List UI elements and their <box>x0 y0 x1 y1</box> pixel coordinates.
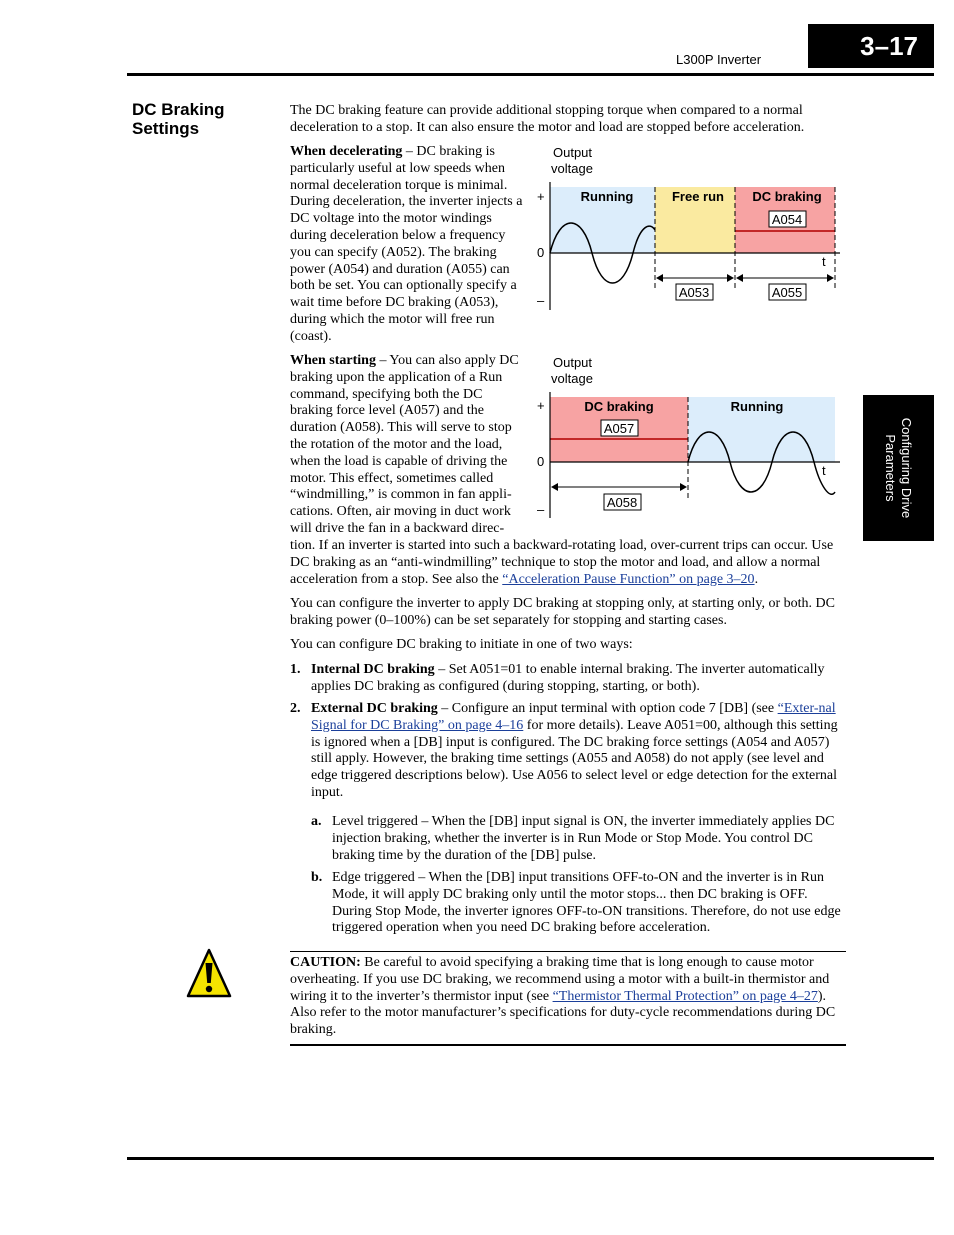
d2-label-running: Running <box>730 399 784 414</box>
d1-plus: + <box>537 189 545 204</box>
list-item-internal <box>290 662 846 696</box>
caution-lead: CAUTION: <box>290 955 361 970</box>
d1-ylabel-1: Output <box>553 145 593 160</box>
d2-param-duration: A058 <box>606 495 638 510</box>
section-heading-line-1: DC Braking <box>132 100 225 119</box>
d2-ylabel-2: voltage <box>551 371 593 386</box>
starting-text-top: – You can also apply DC braking upon the application of a Run command, specifying both the DC braking force level (A057) and the duration (A058). This will serve to stop the rotation of the motor and the load, when the load is capable of driving the motor. This effect, sometimes called “windmilling,” is common in fan appli-cations. Often, air moving in duct work will drive the fan in a backward direc- <box>290 353 519 536</box>
sublist-item-text: Edge triggered – When the [DB] input transitions OFF-to-ON and the inverter is in Run Mode, it will apply DC braking only until the motor stops... then DC braking is OFF. During Stop Mode, the inverter ignores OFF-to-ON transitions. Therefore, do not use edge triggered operation when you need DC braking before acceleration. <box>332 870 841 936</box>
starting-text-rest: tion. If an inverter is started into such a backward-rotating load, over-current trips can occur. Use DC braking as an “anti-windmilling” technique to stop the motor and load, and allow a normal acceleration from a stop. See also the <box>290 538 834 587</box>
caution-text-b: ). Also refer to the motor manufacturer’s specifications for duty-cycle recommendations during DC braking. <box>290 988 836 1038</box>
d2-param-level: A057 <box>603 421 635 436</box>
caution-top-rule <box>290 951 846 952</box>
d2-minus: – <box>537 502 545 517</box>
decelerating-paragraph <box>290 144 526 346</box>
d1-dc-level-band <box>735 231 835 253</box>
sublist-item-level <box>311 814 846 864</box>
side-tab-line-1: Configuring Drive <box>899 417 914 519</box>
thermistor-protection-link[interactable]: “Thermistor Thermal Protection” on page 4–27 <box>552 988 818 1004</box>
sublist-item-letter: a. <box>311 814 322 829</box>
d2-ylabel-1: Output <box>553 355 593 370</box>
list-item-number: 2. <box>290 701 301 716</box>
d1-zero: 0 <box>537 245 545 260</box>
list-item-lead: External DC braking <box>311 701 438 716</box>
warning-triangle-icon <box>185 947 233 999</box>
d1-label-running: Running <box>580 189 634 204</box>
d2-dc-level-band <box>550 439 688 462</box>
acceleration-pause-link[interactable]: “Acceleration Pause Function” on page 3–20 <box>502 571 755 587</box>
d2-t: t <box>822 463 826 478</box>
d1-label-dc-braking: DC braking <box>752 189 822 204</box>
header-rule <box>127 73 934 76</box>
caution-paragraph <box>290 955 846 1039</box>
starting-paragraph <box>290 353 526 538</box>
d1-minus: – <box>537 293 545 308</box>
external-signal-link[interactable]: “Exter-nal Signal for DC Braking” on page 4–16 <box>311 701 836 733</box>
chapter-side-tab[interactable] <box>863 395 934 541</box>
starting-paragraph-continued <box>290 538 846 588</box>
d1-label-free-run: Free run <box>671 189 725 204</box>
list-item-external <box>290 701 846 802</box>
d1-param-duration: A055 <box>771 285 803 300</box>
d1-param-level: A054 <box>771 212 803 227</box>
d1-t: t <box>822 254 826 269</box>
two-ways-paragraph: You can configure DC braking to initiate in one of two ways: <box>290 637 633 652</box>
d2-label-dc-braking: DC braking <box>584 399 654 414</box>
intro-paragraph: The DC braking feature can provide additional stopping torque when compared to a normal deceleration to a stop. It can also ensure the motor and load are stopped before acceleration. <box>290 103 805 135</box>
caution-text-a: Be careful to avoid specifying a braking time that is long enough to cause motor overheating. If you use DC braking, we recommend using a motor with a built-in thermistor and wiring it to the inverter’s thermistor input (see <box>290 955 830 1004</box>
side-tab-line-2: Parameters <box>883 434 898 502</box>
page-number: 3–17 <box>860 31 918 61</box>
footer-rule <box>127 1157 934 1160</box>
caution-bottom-rule <box>290 1044 846 1046</box>
starting-lead: When starting <box>290 353 376 368</box>
list-item-number: 1. <box>290 662 301 677</box>
configure-paragraph: You can configure the inverter to apply DC braking at stopping only, at starting only, or both. DC braking power (0–100%) can be set separately for stopping and starting cases. <box>290 596 836 628</box>
sublist-item-text: Level triggered – When the [DB] input signal is ON, the inverter immediately applies DC injection braking, whether the inverter is in Run Mode or Stop Mode. You control DC braking time by the duration of the [DB] pulse. <box>332 814 835 863</box>
decelerating-text: – DC braking is particularly useful at low speeds when normal deceleration torque is minimal. During deceleration, the inverter injects a DC voltage into the motor windings during deceleration below a frequency you can specify (A052). The braking power (A054) and duration (A055) can both be set. You can optionally specify a wait time before DC braking (A053), during which the motor will free run (coast). <box>290 144 523 344</box>
list-item-text-a: – Configure an input terminal with option code 7 [DB] (see <box>437 701 778 716</box>
d1-param-wait: A053 <box>678 285 710 300</box>
section-heading <box>132 100 225 138</box>
starting-text-end: . <box>754 571 759 587</box>
d2-plus: + <box>537 398 545 413</box>
sublist-item-edge <box>311 870 846 937</box>
list-item-lead: Internal DC braking <box>311 662 435 677</box>
section-heading-line-2: Settings <box>132 119 200 138</box>
dc-braking-starting-diagram <box>530 352 845 522</box>
list-item-text: – Set A051=01 to enable internal braking. The inverter automatically applies DC braking as configured (during stopping, starting, or both). <box>311 662 825 694</box>
decelerating-lead: When decelerating <box>290 144 403 159</box>
d1-ylabel-2: voltage <box>551 161 593 176</box>
sublist-item-letter: b. <box>311 870 323 885</box>
d2-zero: 0 <box>537 454 545 469</box>
header-product-name: L300P Inverter <box>676 52 762 67</box>
list-item-text-b: for more details). Leave A051=00, although this setting is ignored when a [DB] input is configured. The DC braking force settings (A054 and A057) still apply. However, the braking time settings (A055 and A058) do not apply (see level and edge triggered descriptions below). Use A056 to select level or edge detection for the external input. <box>311 717 838 800</box>
dc-braking-deceleration-diagram <box>530 142 845 317</box>
